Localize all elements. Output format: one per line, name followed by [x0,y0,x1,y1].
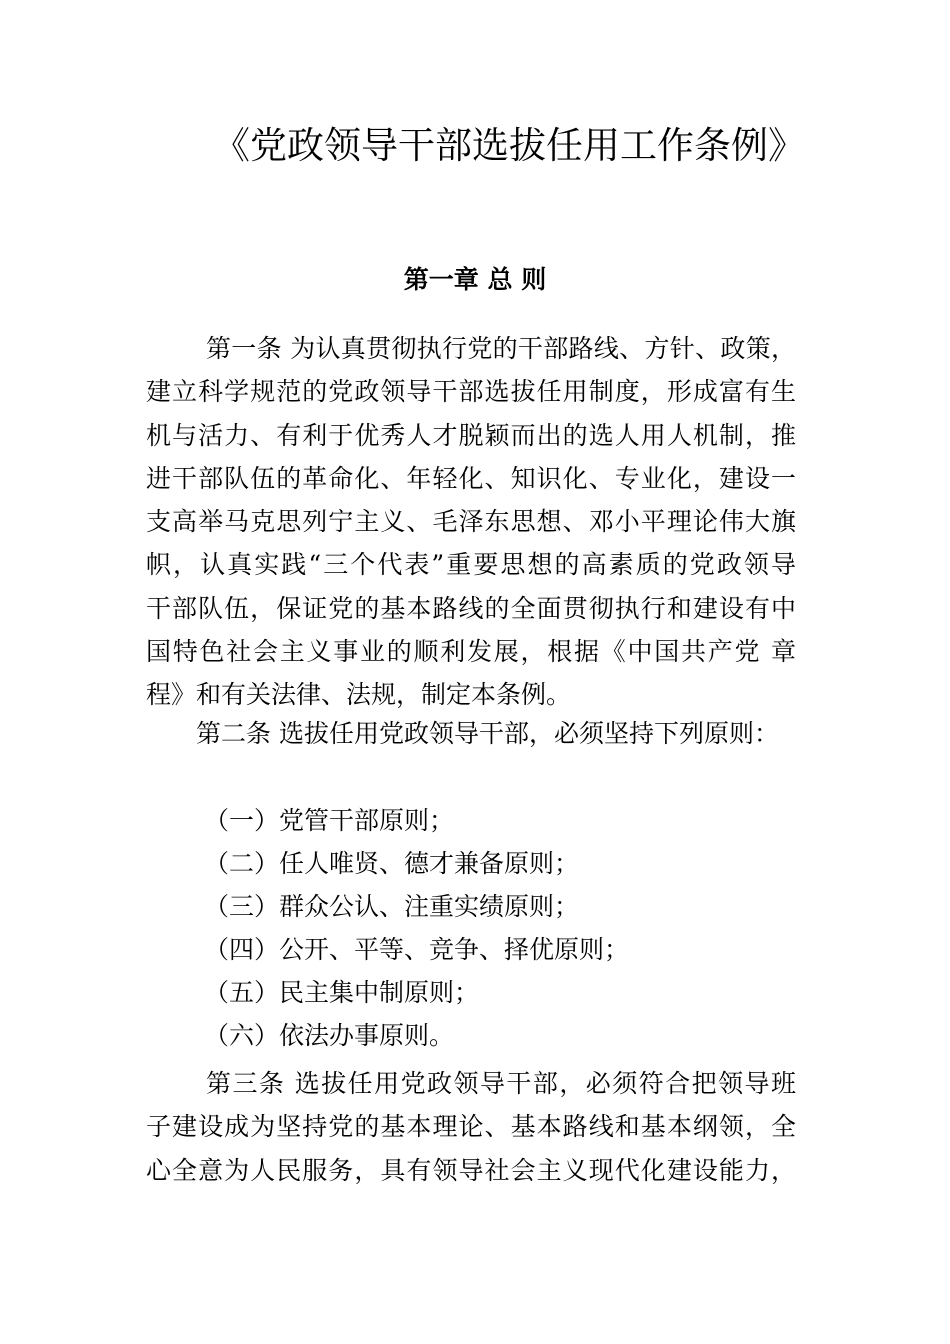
article-1-line: 第一条 为认真贯彻执行党的干部路线、方针、政策， [206,334,796,363]
article-1-line: 干部队伍，保证党的基本路线的全面贯彻执行和建设有中 [146,593,796,623]
article-3-line: 子建设成为坚持党的基本理论、基本路线和基本纲领，全 [146,1112,796,1142]
principle-item: （五）民主集中制原则； [204,978,480,1007]
principle-item: （四）公开、平等、竞争、择优原则； [204,935,630,964]
article-1-line: 国特色社会主义事业的顺利发展，根据《中国共产党 章 [146,637,796,667]
principle-item: （二）任人唯贤、德才兼备原则； [204,849,580,878]
principle-item: （一）党管干部原则； [204,806,455,835]
document-title: 《党政领导干部选拔任用工作条例》 [213,124,805,167]
article-1-line: 程》和有关法律、法规，制定本条例。 [146,680,572,710]
article-1-line: 帜，认真实践“三个代表”重要思想的高素质的党政领导 [146,550,796,580]
article-3-line: 心全意为人民服务，具有领导社会主义现代化建设能力， [146,1155,796,1185]
article-1-line: 进干部队伍的革命化、年轻化、知识化、专业化，建设一 [146,463,796,493]
article-1-line: 支高举马克思列宁主义、毛泽东思想、邓小平理论伟大旗 [146,507,796,537]
article-2-text: 第二条 选拔任用党政领导干部，必须坚持下列原则： [196,719,779,748]
article-1-line: 机与活力、有利于优秀人才脱颖而出的选人用人机制，推 [146,420,796,450]
article-3-line: 第三条 选拔任用党政领导干部，必须符合把领导班 [206,1069,796,1098]
chapter-heading: 第一章 总 则 [403,265,547,294]
article-1-line: 建立科学规范的党政领导干部选拔任用制度，形成富有生 [146,377,796,407]
principle-item: （六）依法办事原则。 [204,1021,455,1050]
article-1-paragraph [146,327,796,717]
principle-item: （三）群众公认、注重实绩原则； [204,892,580,921]
article-3-paragraph [146,1062,796,1192]
